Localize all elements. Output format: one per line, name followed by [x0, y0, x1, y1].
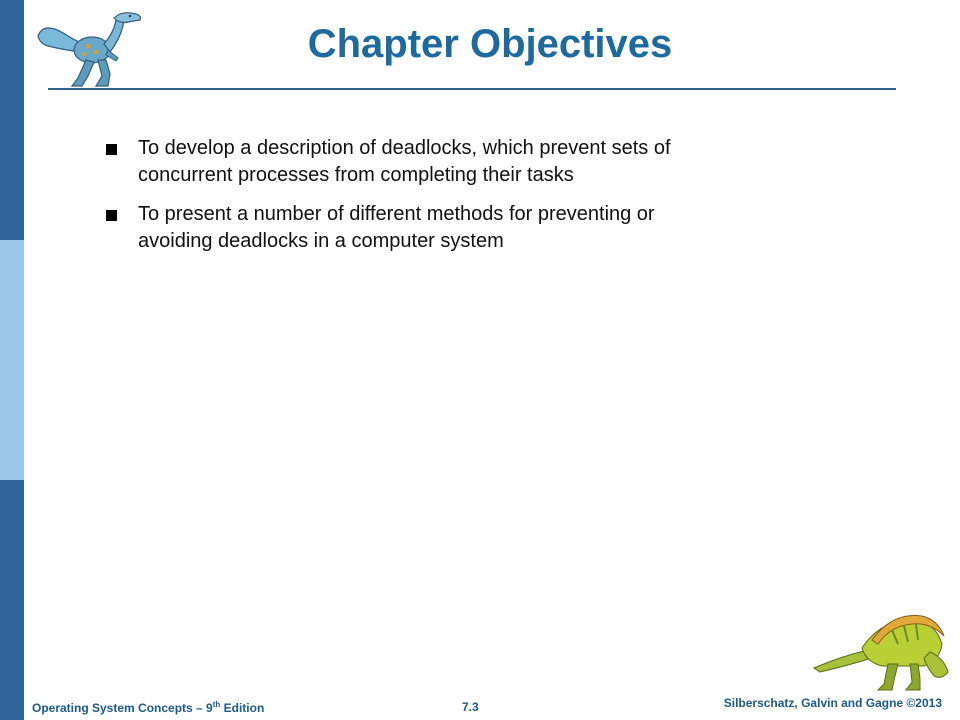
list-item: [100, 135, 720, 189]
footer-book-suffix: Edition: [220, 701, 265, 715]
dinosaur-icon: [812, 600, 956, 692]
bullet-text: To present a number of different methods for preventing or avoiding deadlocks in a computer system: [138, 203, 655, 252]
sidebar-light-middle: [0, 240, 24, 480]
square-bullet-icon: [106, 210, 117, 221]
bullet-list: [100, 135, 720, 267]
footer-book-ordinal: th: [212, 700, 221, 709]
footer-book-title: [32, 700, 264, 715]
page-number: 7.3: [462, 700, 479, 714]
page-title: Chapter Objectives: [307, 22, 673, 66]
footer-copyright: Silberschatz, Galvin and Gagne ©2013: [723, 696, 942, 710]
square-bullet-icon: [106, 144, 117, 155]
footer-book-prefix: Operating System Concepts – 9: [32, 701, 213, 715]
dinosaur-icon: [34, 6, 146, 90]
sidebar-dark-bottom: [0, 480, 24, 720]
sidebar-dark-top: [0, 0, 24, 240]
title-divider: [48, 88, 896, 90]
list-item: [100, 201, 720, 255]
bullet-text: To develop a description of deadlocks, which prevent sets of concurrent processes from completing their tasks: [138, 137, 671, 186]
